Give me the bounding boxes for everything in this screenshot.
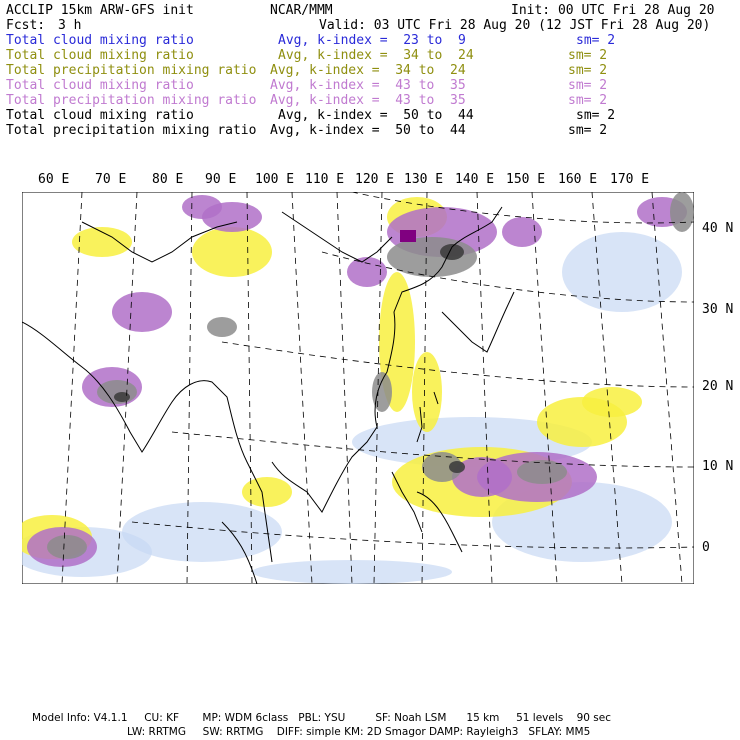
lon-label: 160 E [558, 172, 598, 187]
lon-label: 100 E [255, 172, 295, 187]
field-blob-yellow [242, 477, 292, 507]
lat-label: 20 N [702, 379, 734, 394]
field-blob-blue [562, 232, 682, 312]
field-blob-yellow [412, 352, 442, 432]
lon-label: 70 E [95, 172, 127, 187]
map-panel [22, 192, 694, 584]
valid-time: Valid: 03 UTC Fri 28 Aug 20 (12 JST Fri 28 Aug 20) [319, 18, 711, 33]
legend-field-label: Total precipitation mixing ratio [6, 123, 257, 138]
legend-field-label: Total precipitation mixing ratio [6, 93, 257, 108]
legend-avg-label: Avg, k-index = 43 to 35 [270, 78, 466, 93]
legend-sm-label: sm= 2 [568, 78, 608, 93]
field-peak [400, 230, 416, 242]
legend-field-label: Total precipitation mixing ratio [6, 63, 257, 78]
field-blob-purple [502, 217, 542, 247]
legend-avg-label: Avg, k-index = 34 to 24 [270, 63, 466, 78]
lon-label: 140 E [455, 172, 495, 187]
fcst-value: 3 h [58, 18, 82, 33]
legend-field-label: Total cloud mixing ratio [6, 48, 194, 63]
field-blob-gray [47, 535, 87, 559]
field-blob-gray [670, 192, 694, 232]
lon-label: 90 E [205, 172, 237, 187]
legend-sm-label: sm= 2 [568, 93, 608, 108]
lat-label: 10 N [702, 459, 734, 474]
lon-label: 80 E [152, 172, 184, 187]
lat-label: 0 [702, 540, 710, 555]
field-blob-yellow [582, 387, 642, 417]
lat-label: 40 N [702, 221, 734, 236]
legend-sm-label: sm= 2 [576, 108, 616, 123]
footer-line-2: LW: RRTMG SW: RRTMG DIFF: simple KM: 2D Smagor DAMP: Rayleigh3 SFLAY: MM5 [127, 726, 591, 738]
legend-sm-label: sm= 2 [568, 63, 608, 78]
legend-sm-label: sm= 2 [576, 33, 616, 48]
field-blob-gray [207, 317, 237, 337]
lon-label: 110 E [305, 172, 345, 187]
lon-label: 60 E [38, 172, 70, 187]
field-blob-gray [387, 237, 477, 277]
model-title: ACCLIP 15km ARW-GFS init [6, 3, 194, 18]
legend-avg-label: Avg, k-index = 43 to 35 [270, 93, 466, 108]
legend-field-label: Total cloud mixing ratio [6, 78, 194, 93]
field-blob-dark [449, 461, 465, 473]
field-blob-purple [182, 195, 222, 219]
lon-label: 120 E [355, 172, 395, 187]
lon-label: 170 E [610, 172, 650, 187]
legend-field-label: Total cloud mixing ratio [6, 33, 194, 48]
footer-line-1: Model Info: V4.1.1 CU: KF MP: WDM 6class PBL: YSU SF: Noah LSM 15 km 51 levels 90 sec [32, 712, 611, 724]
lat-label: 30 N [702, 302, 734, 317]
legend-field-label: Total cloud mixing ratio [6, 108, 194, 123]
init-time: Init: 00 UTC Fri 28 Aug 20 [511, 3, 715, 18]
field-blob-dark [114, 392, 130, 402]
lon-label: 130 E [404, 172, 444, 187]
field-blob-purple [112, 292, 172, 332]
legend-sm-label: sm= 2 [568, 48, 608, 63]
legend-sm-label: sm= 2 [568, 123, 608, 138]
legend-avg-label: Avg, k-index = 23 to 9 [278, 33, 466, 48]
fcst-label: Fcst: [6, 18, 46, 33]
legend-avg-label: Avg, k-index = 50 to 44 [270, 123, 466, 138]
field-blob-yellow [192, 227, 272, 277]
legend-avg-label: Avg, k-index = 34 to 24 [278, 48, 474, 63]
field-blob-purple [347, 257, 387, 287]
org-label: NCAR/MMM [270, 3, 333, 18]
field-blob-blue [122, 502, 282, 562]
lon-label: 150 E [506, 172, 546, 187]
legend-avg-label: Avg, k-index = 50 to 44 [278, 108, 474, 123]
